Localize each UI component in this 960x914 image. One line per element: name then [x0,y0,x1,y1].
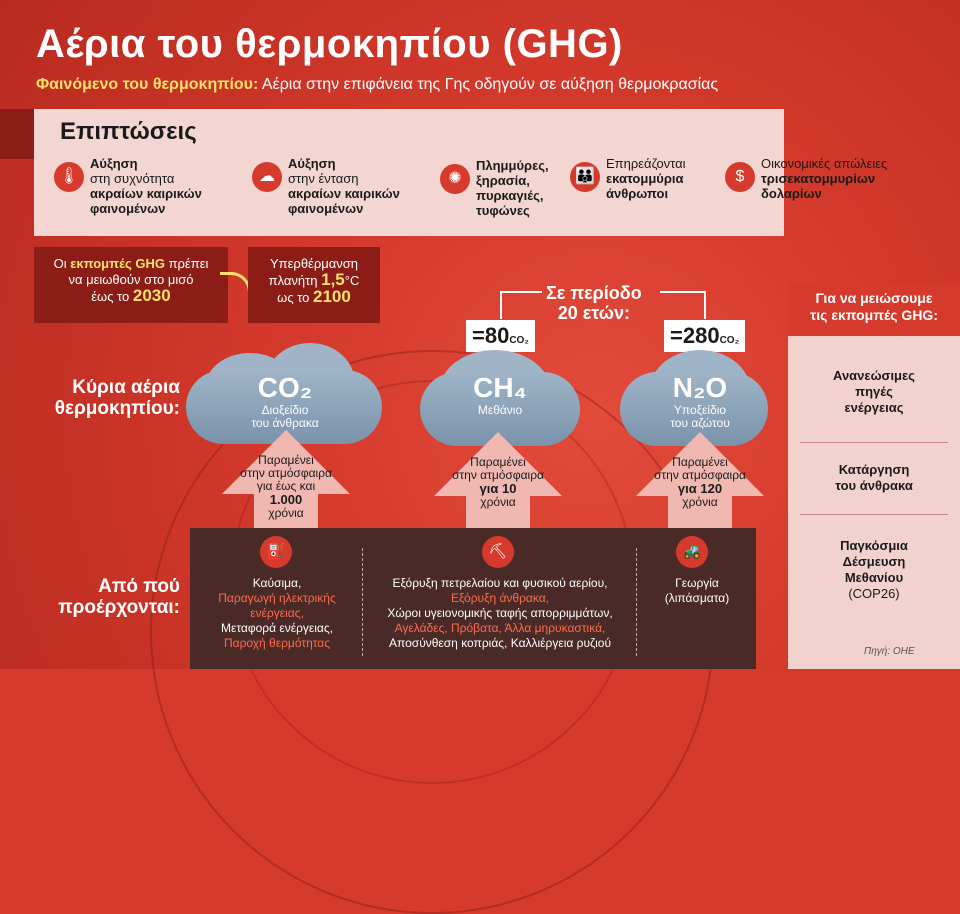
co2-s3: για έως και [256,479,316,493]
target-2100-box [248,247,380,323]
impact-3-l1: Πλημμύρες, [476,158,549,173]
co2-s5: χρόνια [268,506,304,520]
impacts-title: Επιπτώσεις [60,118,197,145]
bracket-line-right-down [704,291,706,319]
target-a-post: πρέπει [164,256,209,271]
n2o-s3: για 120 [677,481,723,496]
impact-4-l2: εκατομμύρια [606,171,684,186]
renew-1: Ανανεώσιμες [833,368,915,383]
target-a-l3: έως το [91,289,133,304]
money-icon: $ [725,162,755,192]
thermometer-icon: 🌡 [54,162,84,192]
target-b-year: 2100 [313,287,351,306]
bracket-line-left-down [500,291,502,319]
reduce-methane-pledge [788,538,960,602]
divider [636,548,638,656]
src-energy-3: ενέργειας, [250,606,304,620]
page-title: Αέρια του θερμοκηπίου (GHG) [36,22,623,66]
co2-name-l1: Διοξείδιο [261,403,309,417]
impact-2-l4: φαινομένων [288,201,364,216]
impact-2-l3: ακραίων καιρικών [288,186,400,201]
period-l2: 20 ετών: [557,303,631,323]
src-agri-1: Γεωργία [675,576,719,590]
divider [800,514,948,515]
src-methane-3: Χώροι υγειονομικής ταφής απορριμμάτων, [387,606,613,620]
ch4-s1: Παραμένει [470,455,526,469]
impact-5-l3: δολαρίων [761,186,822,201]
target-a-year: 2030 [132,286,171,305]
oil-rig-icon: ⛏ [482,536,514,568]
target-a-l2: να μειωθούν στο μισό [68,272,194,287]
impact-3-l4: τυφώνες [476,203,530,218]
page-subtitle [36,76,718,94]
co2-s2: στην ατμόσφαιρα [240,466,332,480]
co2-name-l2: του άνθρακα [251,416,319,430]
impact-1-l1: Αύξηση [90,156,138,171]
sources-agriculture [640,576,754,606]
sources-l2: προέρχονται: [58,597,180,618]
impacts-accent-bar [0,109,34,159]
impact-1-l2: στη συχνότητα [90,171,175,186]
sources-label [30,576,180,618]
impact-3-l3: πυρκαγιές, [476,188,544,203]
ch4-tag-value: =80 [472,323,510,348]
target-b-l2: πλανήτη [268,273,322,288]
ch4-s5: χρόνια [480,495,516,509]
gas-co2 [222,372,348,430]
storm-cloud-icon: ☁ [252,162,282,192]
ch4-tag-unit: CO₂ [509,335,529,346]
reduce-head-l1: Για να μειώσουμε [815,290,933,306]
ch4-equivalent-tag [466,320,535,352]
src-methane-4: Αγελάδες, Πρόβατα, Άλλα μηρυκαστικά, [394,621,606,635]
disaster-icon: ✺ [440,164,470,194]
n2o-tag-value: =280 [670,323,720,348]
subtitle-text: Αέρια στην επιφάνεια της Γης οδηγούν σε αύξηση θερμοκρασίας [261,76,719,93]
fuel-icon: ⛽ [260,536,292,568]
ch4-lifetime [438,456,558,509]
impact-2-l1: Αύξηση [288,156,336,171]
impact-1-l3: ακραίων καιρικών [90,186,202,201]
target-b-value: 1,5 [321,270,345,289]
co2-s4: 1.000 [269,492,303,507]
reduce-head-l2: τις εκπομπές GHG: [810,307,938,323]
n2o-equivalent-tag [664,320,745,352]
impact-1-l4: φαινομένων [90,201,166,216]
target-a-bold: εκπομπές GHG [70,256,165,271]
reduce-header [788,284,960,336]
co2-s1: Παραμένει [258,453,314,467]
target-a-pre: Οι [53,256,71,271]
src-methane-5: Αποσύνθεση κοπριάς, Καλλιέργεια ρυζιού [389,636,611,650]
main-gases-l1: Κύρια αέρια [72,377,180,398]
impact-5-l2: τρισεκατομμυρίων [761,171,876,186]
src-energy-1: Καύσιμα, [252,576,302,590]
divider [800,442,948,443]
target-2030-box [34,247,228,323]
src-methane-1: Εξόρυξη πετρελαίου και φυσικού αερίου, [392,576,608,590]
impact-3-l2: ξηρασία, [476,173,530,188]
src-methane-2: Εξόρυξη άνθρακα, [451,591,549,605]
n2o-formula: N₂O [672,372,728,403]
co2-lifetime [226,454,346,520]
impact-2-l2: στην ένταση [288,171,359,186]
main-gases-label [30,377,180,419]
ch4-name-l1: Μεθάνιο [477,403,523,417]
target-b-l1: Υπερθέρμανση [269,256,358,271]
source-footnote: Πηγή: ΟΗΕ [864,646,915,657]
ch4-formula: CH₄ [473,372,527,403]
impact-5-l1: Οικονομικές απώλειες [761,156,888,171]
co2-formula: CO₂ [257,372,313,403]
renew-2: πηγές [855,384,893,399]
n2o-tag-unit: CO₂ [719,335,740,346]
src-energy-2: Παραγωγή ηλεκτρικής [218,591,336,605]
pledge-4: (COP26) [848,586,900,601]
impact-4-l1: Επηρεάζονται [606,156,686,171]
ch4-s3: για 10 [479,481,517,496]
n2o-name-l1: Υποξείδιο [673,403,727,417]
src-agri-2: (λιπάσματα) [664,591,730,605]
pledge-3: Μεθανίου [844,570,904,585]
ch4-s2: στην ατμόσφαιρα [452,468,544,482]
sources-methane [364,576,636,651]
reduce-coal [788,462,960,494]
main-gases-l2: θερμοκηπίου: [54,398,180,419]
n2o-s1: Παραμένει [672,455,728,469]
coal-1: Κατάργηση [838,462,910,477]
pledge-2: Δέσμευση [842,554,906,569]
period-l1: Σε περίοδο [546,283,642,303]
gas-n2o [640,372,760,430]
bracket-line-left [500,291,542,293]
target-b-l3: ως το [277,290,313,305]
n2o-lifetime [640,456,760,509]
coal-2: του άνθρακα [835,478,913,493]
n2o-s2: στην ατμόσφαιρα [654,468,746,482]
reduce-renewables [788,368,960,416]
period-label [546,283,642,323]
n2o-s5: χρόνια [682,495,718,509]
src-energy-5: Παροχή θερμότητας [223,636,331,650]
renew-3: ενέργειας [844,400,904,415]
impact-4-l3: άνθρωποι [606,186,669,201]
pledge-1: Παγκόσμια [840,538,908,553]
bracket-line-right [660,291,706,293]
sources-l1: Από πού [98,576,180,597]
gas-ch4 [440,372,560,417]
target-b-unit: °C [344,273,360,288]
people-icon: 👪 [570,162,600,192]
src-energy-4: Μεταφορά ενέργειας, [220,621,333,635]
tractor-icon: 🚜 [676,536,708,568]
subtitle-bold: Φαινόμενο του θερμοκηπίου: [36,76,259,93]
sources-energy [192,576,362,651]
n2o-name-l2: του αζώτου [670,416,730,430]
